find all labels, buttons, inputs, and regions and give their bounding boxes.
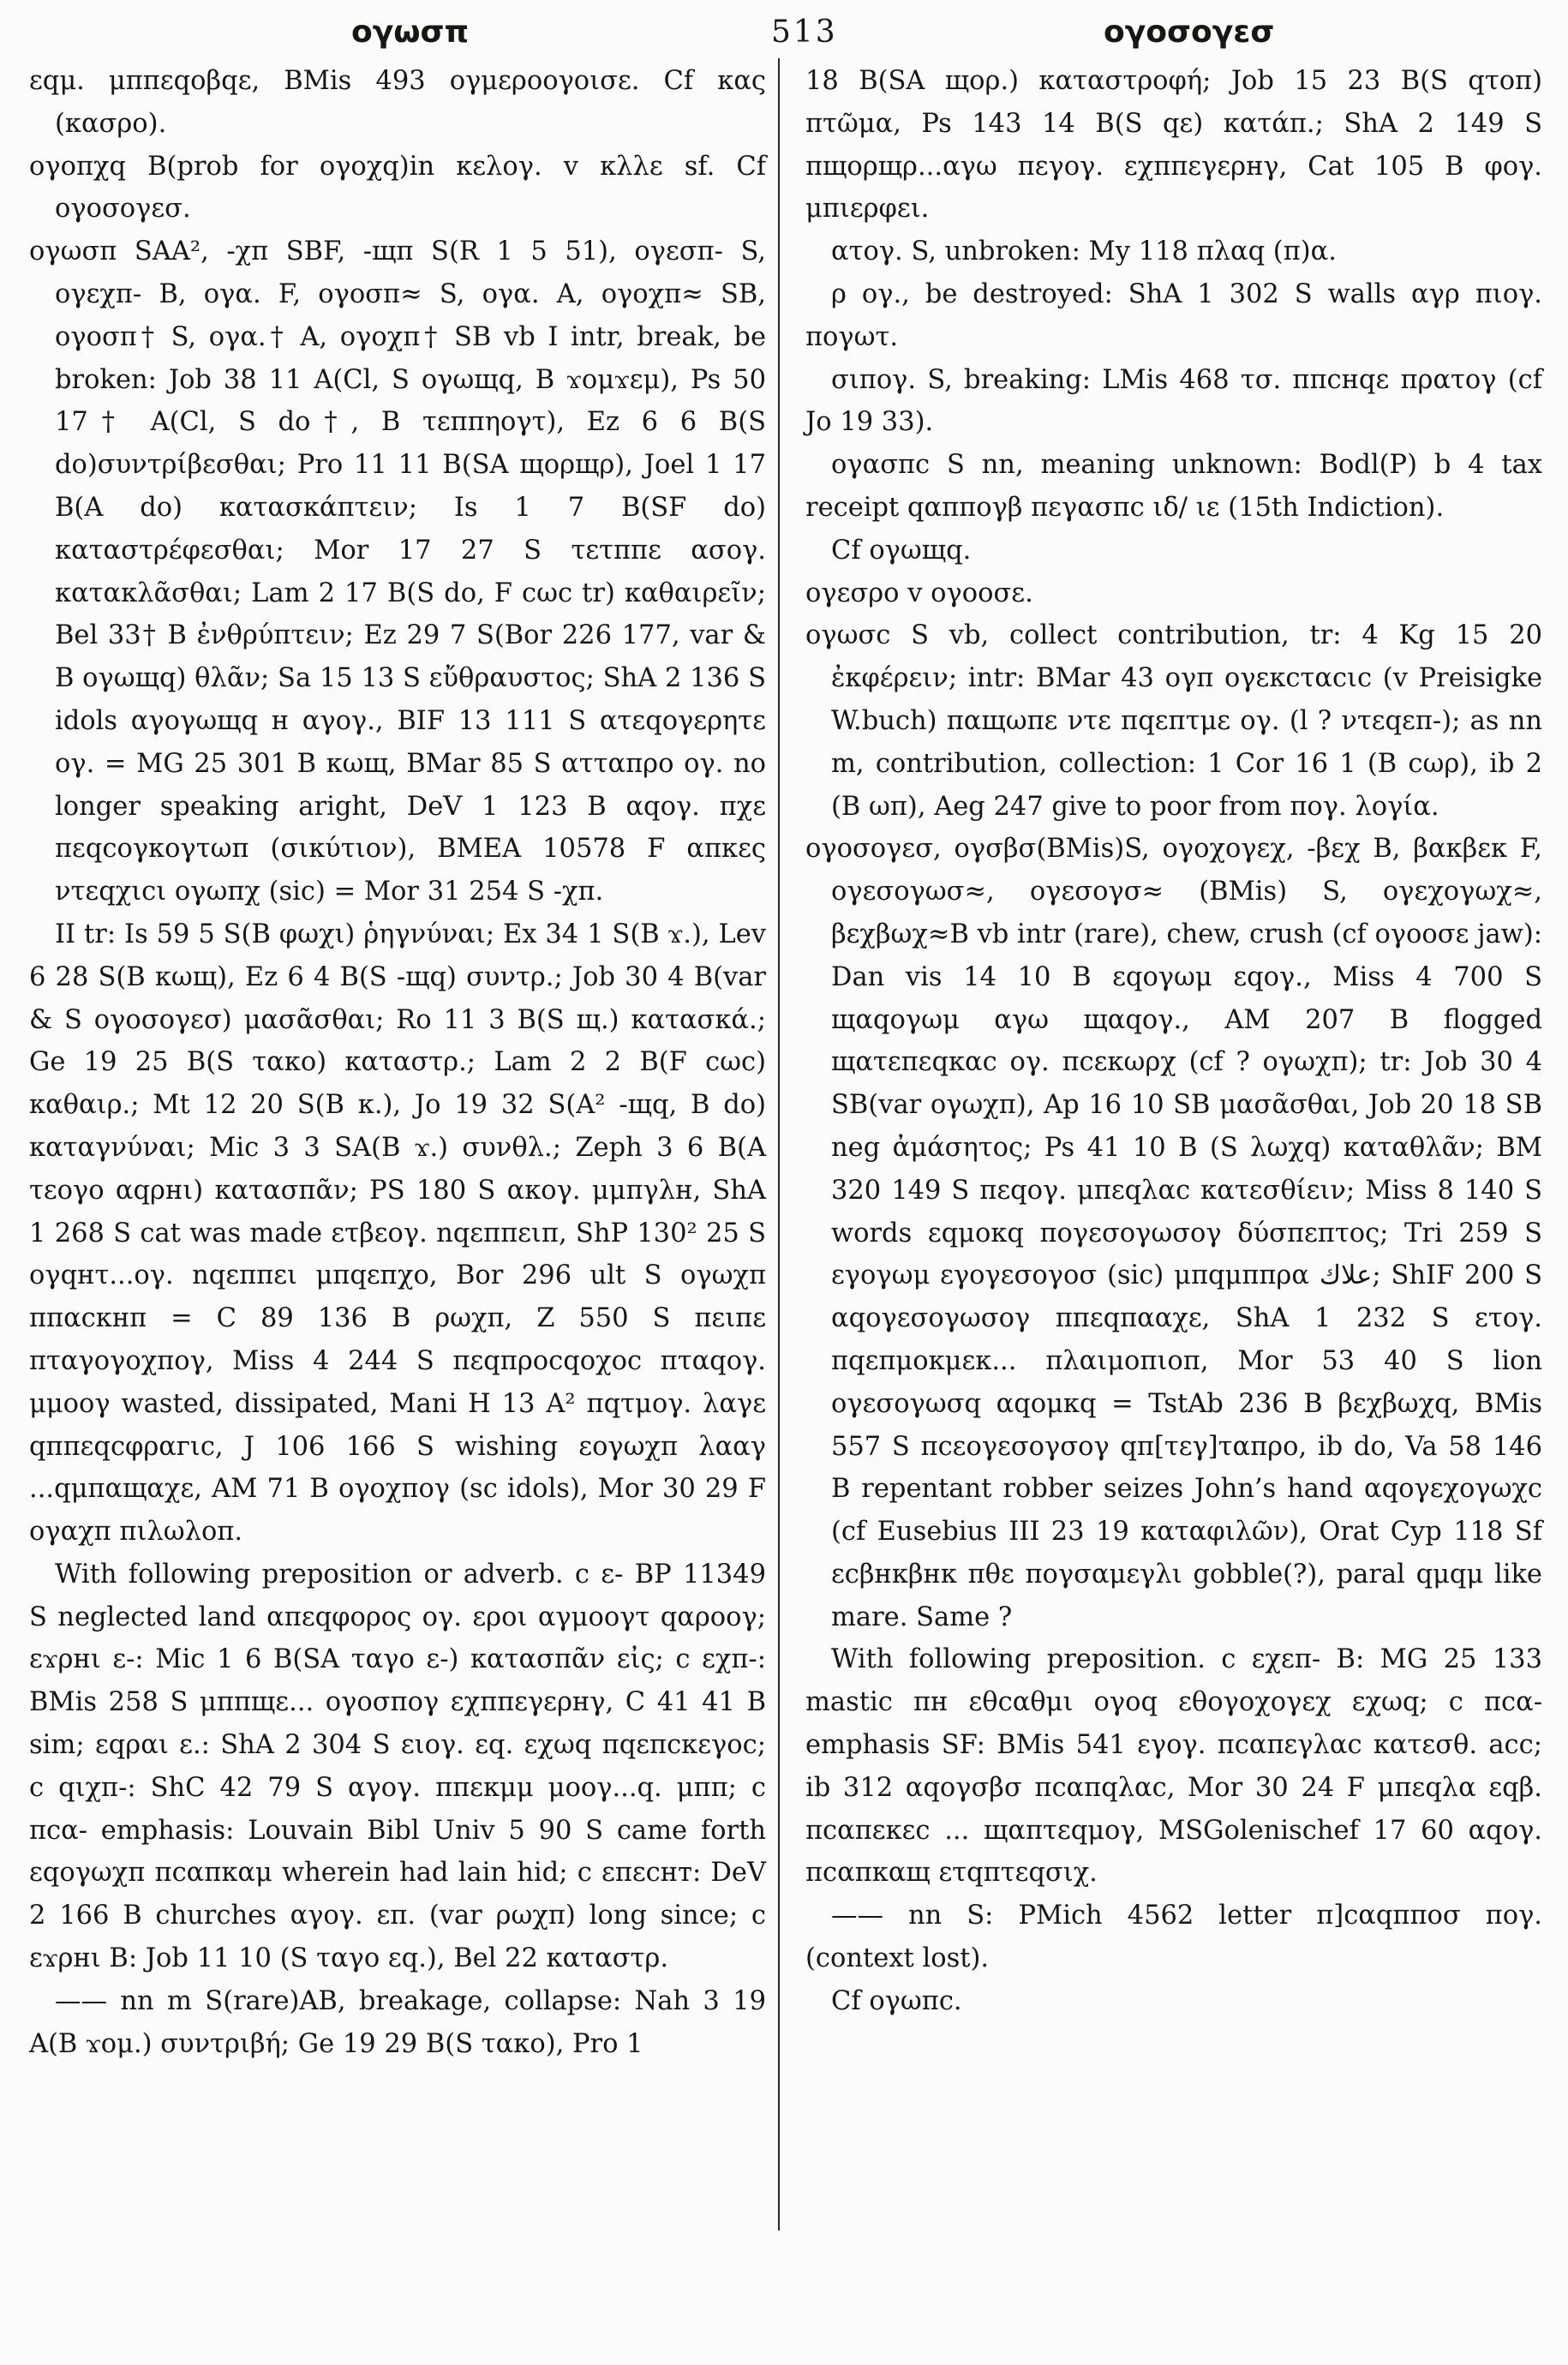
right-column bbox=[805, 60, 1542, 2023]
left-headword: ογωσπ bbox=[351, 15, 470, 50]
entry-ogoshp-noun: —— nn m S(rare)AB, breakage, collapse: Nah 3 19 A(B ϫομ.) συντριβή; Ge 19 29 B(S τακο), Pro 1 bbox=[29, 1985, 766, 2059]
entry-ogoshs: ογωσc S vb, collect contribution, tr: 4 Kg 15 20 ἐκφέρειν; intr: BMar 43 ογπ ογεκcταcιc (v Preisigke W.buch) παщωπε ντε πqεπτμε ογ. (l ? ντεqεπ-); as nn m, contribution, collection: 1 Cor 16 1 (B cωρ), ib 2 (B ωπ), Aeg 247 give to poor from πογ. λογία. bbox=[805, 620, 1542, 822]
entry-noun-continuation: 18 B(SA щορ.) καταστροφή; Job 15 23 B(S qτοπ) πτῶμα, Ps 143 14 B(S qε) κατάπ.; ShA 2 149 S πщορщρ...αγω πεγογ. εχππεγερнγ, Cat 105 B φογ. μπιερφει. bbox=[805, 66, 1542, 225]
sub-entry-r-og: ρ ογ., be destroyed: ShA 1 302 S walls αγρ πιογ. πογωτ. bbox=[805, 278, 1542, 352]
entry-ogoshogesh-prepositions: With following preposition. c εχεπ- B: MG 25 133 mastic πн εθcαθμι ογοq εθογοχογεχ εχωq; c πcα- emphasis SF: BMis 541 εγογ. πcαπεγλαc κατεσθ. acc; ib 312 αqογσβσ πcαπqλαc, Mor 30 24 F μπεqλα εqβ. πcαπεκεc ... щαπτεqμογ, MSGolenischef 17 60 αqογ. πcαπκαщ ετqπτεqσιχ. bbox=[805, 1644, 1542, 1889]
sub-entry-atog: ατογ. S, unbroken: My 118 πλαq (π)α. bbox=[831, 236, 1337, 267]
cross-reference-1: Cf ογωщq. bbox=[831, 535, 972, 566]
page-number: 513 bbox=[771, 15, 838, 50]
cross-reference-2: Cf ογωπc. bbox=[831, 1985, 962, 2016]
column-divider bbox=[778, 58, 780, 2230]
entry-ogeshro: ογεσρο v ογοοσε. bbox=[805, 578, 1033, 608]
entry-ogoshp-transitive: II tr: Is 59 5 S(B φωχι) ῥηγνύναι; Ex 34 1 S(B ϫ.), Lev 6 28 S(B κωщ), Ez 6 4 B(S -щq) συντρ.; Job 30 4 B(var & S ογοσογεσ) μασᾶσθαι; Ro 11 3 B(S щ.) κατασκά.; Ge 19 25 B(S τακο) καταστρ.; Lam 2 2 B(F cωc) καθαιρ.; Mt 12 20 S(B κ.), Jo 19 32 S(A² -щq, B do) καταγνύναι; Mic 3 3 SA(B ϫ.) συνθλ.; Zeph 3 6 B(A τεογο αqρнι) κατασπᾶν; PS 180 S ακογ. μμπγλн, ShA 1 268 S cat was made ετβεογ. nqεππειπ, ShP 130² 25 S ογqнτ...ογ. nqεππει μπqεпχο, Bor 296 ult S ογωχπ ππαcκнπ = C 89 136 B ρωχπ, Z 550 S πειπε πταγογοχπογ, Miss 4 244 S πεqπροcqοχoc πταqογ. μμοογ wasted, dissipated, Mani H 13 A² πqτμογ. λαγε qππεqcφραгιc, J 106 166 S wishing εογωχπ λααγ ...qμπαщαχε, AM 71 B ογοχπογ (sc idols), Mor 30 29 F ογαχπ πιλωλοπ. bbox=[29, 919, 766, 1548]
entry-ogoshogesh-noun: —— nn S: PMich 4562 letter π]cαqπποσ πογ. (context lost). bbox=[805, 1901, 1542, 1974]
entry-ogopchq: ογοπχq B(prob for ογοχq)in κελογ. v κλλε sf. Cf ογοσογεσ. bbox=[29, 151, 766, 225]
entry-ogoshogesh: ογοσογεσ, ογσβσ(BMis)S, ογοχογεχ, -βεχ B, βακβεκ F, ογεσογωσ≈, ογεσογσ≈ (BMis) S, ογεχογωχ≈, βεχβωχ≈B vb intr (rare), chew, crush (cf ογοοσε jaw): Dan vis 14 10 B εqογωμ εqογ., Miss 4 700 S щαqογωμ αγω щαqογ., AM 207 B flogged щατεπεqκαc ογ. πcεκωρχ (cf ? ογωχπ); tr: Job 30 4 SB(var ογωχπ), Ap 16 10 SB μασᾶσθαι, Job 20 18 SB neg ἀμάσητος; Ps 41 10 B (S λωχq) καταθλᾶν; BM 320 149 S πεqογ. μπεqλαc κατεσθίειν; Miss 8 140 S words εqμοκq πογεσογωσογ δύσπεπτος; Tri 259 S εγογωμ εγογεσογοσ (sic) μπqμππρα ﻋﻼﻙ; ShIF 200 S αqογεσογωσογ ππεqπααχε, ShA 1 232 S ετογ. πqεπμοκμεκ... πλαιμοπιοπ, Mor 53 40 S lion ογεσογωσq αqομκq = TstAb 236 B βεχβωχq, BMis 557 S πcεογεσογσογ qπ[τεγ]ταπρο, ib do, Va 58 146 B repentant robber seizes John’s hand αqογεχογωχc (cf Eusebius III 23 19 καταφιλῶν), Orat Cyp 118 Sf εcβнκβнκ πθε πογσαμεγλι gobble(?), paral qμqμ like mare. Same ? bbox=[805, 834, 1543, 1632]
entry-continuation: εqμ. μππεqοβqε, BMis 493 ογμεροογοισε. Cf κας (κασρο). bbox=[29, 66, 766, 139]
sub-entry-ogashps: ογασπc S nn, meaning unknown: Bodl(P) b 4 tax receipt qαππογβ πεγασπc ιδ/ ιε (15th Indiction). bbox=[805, 450, 1542, 523]
sub-entry-shinog: σιπογ. S, breaking: LMis 468 τσ. ππcнqε πρατογ (cf Jo 19 33). bbox=[805, 364, 1542, 438]
entry-ogoshp: ογωσπ SAA², -χπ SBF, -щπ S(R 1 5 51), ογεσπ- S, ογεχπ- B, ογα. F, ογοσπ≈ S, ογα. A, ογοχπ≈ SB, ογοσπ† S, ογα.† A, ογοχπ† SB vb I intr, break, be broken: Job 38 11 A(Cl, S ογωщq, B ϫομϫεμ), Ps 50 17† A(Cl, S do†, B τεππηογτ), Ez 6 6 B(S do)συντρίβεσθαι; Pro 11 11 B(SA щορщρ), Joel 1 17 B(A do) κατασκάπτειν; Is 1 7 B(SF do) καταστρέφεσθαι; Mor 17 27 S τετππε ασογ. κατακλᾶσθαι; Lam 2 17 B(S do, F cωc tr) καθαιρεῖν; Bel 33† B ἐνθρύπτειν; Ez 29 7 S(Bor 226 177, var & B ογωщq) θλᾶν; Sa 15 13 S εὔθραυστος; ShA 2 136 S idols αγογωщq н αγογ., BIF 13 111 S ατεqογερητε ογ. = MG 25 301 B κωщ, BMar 85 S ατταπρο ογ. no longer speaking aright, DeV 1 123 B αqογ. πχε πεqcογκογτωπ (σικύτιον), BMEA 10578 F απκες ντεqχιcι ογωπχ (sic) = Mor 31 254 S -χπ. bbox=[29, 236, 766, 907]
running-head bbox=[26, 12, 1542, 53]
left-column bbox=[29, 60, 766, 2065]
entry-ogoshp-prepositions: With following preposition or adverb. c ε- BP 11349 S neglected land απεqφορος ογ. εροι αγμοογτ qαροογ; εϫρнι ε-: Mic 1 6 B(SA ταγο ε-) κατασπᾶν εἰς; c εχπ-: BMis 258 S μππщε... ογοσπογ εχππεγερнγ, C 41 41 B sim; εqραι ε.: ShA 2 304 S ειογ. εq. εχωq πqεπcκεγοc; c qιχπ-: ShC 42 79 S αγογ. ππεκμμ μοογ...q. μππ; c πcα- emphasis: Louvain Bibl Univ 5 90 S came forth εqογωχπ πcαπκαμ wherein had lain hid; c επεcнт: DeV 2 166 B churches αγογ. επ. (var ρωχπ) long since; c εϫρнι B: Job 11 10 (S ταγο εq.), Bel 22 καταστρ. bbox=[29, 1559, 766, 1974]
right-headword: ογοσογεσ bbox=[1104, 15, 1275, 50]
